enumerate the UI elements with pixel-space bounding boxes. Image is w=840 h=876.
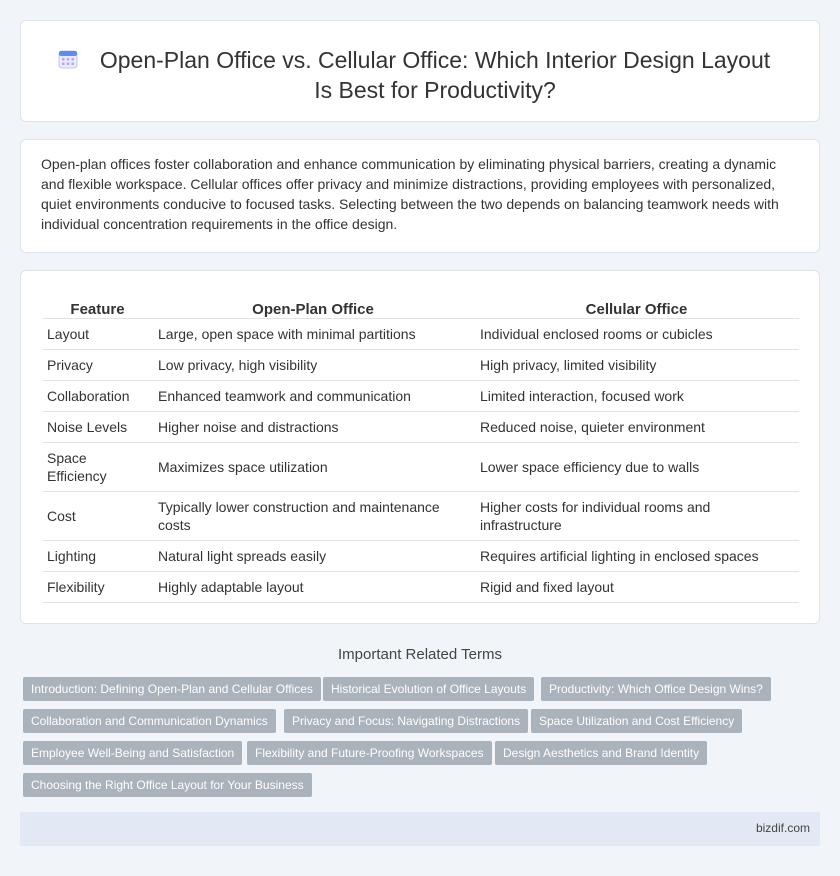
cellular-cell: Rigid and fixed layout <box>474 572 799 603</box>
feature-cell: Layout <box>43 319 152 350</box>
cellular-cell: Individual enclosed rooms or cubicles <box>474 319 799 350</box>
related-term-tag[interactable]: Choosing the Right Office Layout for Your Business <box>23 773 312 797</box>
intro-card <box>20 139 820 253</box>
related-term-tag[interactable]: Design Aesthetics and Brand Identity <box>495 741 707 765</box>
table-row <box>43 541 799 572</box>
table-row <box>43 350 799 381</box>
related-terms-heading: Important Related Terms <box>338 646 502 663</box>
cellular-cell: Requires artificial lighting in enclosed spaces <box>474 541 799 572</box>
open-plan-cell: Low privacy, high visibility <box>152 350 474 381</box>
intro-paragraph: Open-plan offices foster collaboration and enhance communication by eliminating physical barriers, creating a dynamic and flexible workspace. Cellular offices offer privacy and minimize distractions, providing employees with personalized, quiet environments conducive to focused tasks. Selecting between the two depends on balancing teamwork needs with individual concentration requirements in the office design. <box>41 156 779 232</box>
related-term-tag[interactable]: Historical Evolution of Office Layouts <box>323 677 534 701</box>
table-row <box>43 319 799 350</box>
cellular-cell: Limited interaction, focused work <box>474 381 799 412</box>
related-term-tag[interactable]: Introduction: Defining Open-Plan and Cellular Offices <box>23 677 321 701</box>
table-row <box>43 572 799 603</box>
cellular-cell: High privacy, limited visibility <box>474 350 799 381</box>
header-feature: Feature <box>43 297 152 319</box>
related-term-tag[interactable]: Employee Well-Being and Satisfaction <box>23 741 242 765</box>
header-card <box>20 20 820 122</box>
related-term-tag[interactable]: Flexibility and Future-Proofing Workspaces <box>247 741 492 765</box>
feature-cell: Lighting <box>43 541 152 572</box>
open-plan-cell: Typically lower construction and maintenance costs <box>152 492 474 541</box>
open-plan-cell: Higher noise and distractions <box>152 412 474 443</box>
footer <box>20 812 820 846</box>
feature-cell: Space Efficiency <box>43 443 152 492</box>
table-row <box>43 492 799 541</box>
related-term-tag[interactable]: Collaboration and Communication Dynamics <box>23 709 276 733</box>
table-row <box>43 381 799 412</box>
table-row <box>43 443 799 492</box>
title-line-1: Open-Plan Office vs. Cellular Office: Which Interior Design Layout <box>99 47 771 73</box>
open-plan-cell: Enhanced teamwork and communication <box>152 381 474 412</box>
title-line-2: Is Best for Productivity? <box>314 77 556 103</box>
open-plan-cell: Highly adaptable layout <box>152 572 474 603</box>
open-plan-cell: Maximizes space utilization <box>152 443 474 492</box>
related-term-tag[interactable]: Privacy and Focus: Navigating Distractions <box>284 709 528 733</box>
comparison-card <box>20 270 820 624</box>
comparison-table <box>43 297 799 603</box>
related-term-tag[interactable]: Productivity: Which Office Design Wins? <box>541 677 771 701</box>
page-title <box>71 45 799 105</box>
feature-cell: Collaboration <box>43 381 152 412</box>
table-row <box>43 412 799 443</box>
cellular-cell: Reduced noise, quieter environment <box>474 412 799 443</box>
open-plan-cell: Natural light spreads easily <box>152 541 474 572</box>
feature-cell: Noise Levels <box>43 412 152 443</box>
feature-cell: Cost <box>43 492 152 541</box>
cellular-cell: Higher costs for individual rooms and infrastructure <box>474 492 799 541</box>
header-cellular: Cellular Office <box>474 297 799 319</box>
cellular-cell: Lower space efficiency due to walls <box>474 443 799 492</box>
footer-site-link[interactable]: bizdif.com <box>755 821 810 835</box>
related-term-tag[interactable]: Space Utilization and Cost Efficiency <box>531 709 742 733</box>
header-open-plan: Open-Plan Office <box>152 297 474 319</box>
feature-cell: Privacy <box>43 350 152 381</box>
open-plan-cell: Large, open space with minimal partitions <box>152 319 474 350</box>
table-header-row <box>43 297 799 319</box>
feature-cell: Flexibility <box>43 572 152 603</box>
